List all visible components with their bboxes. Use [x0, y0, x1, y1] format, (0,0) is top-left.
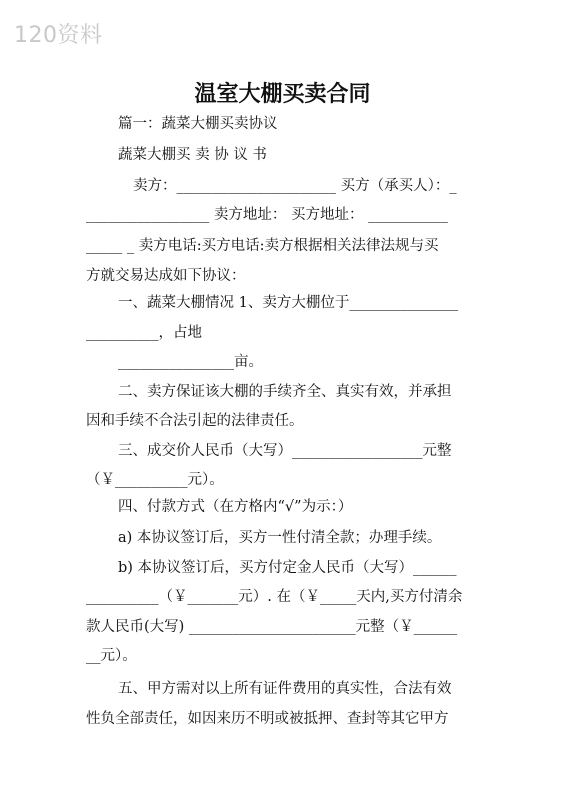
text-line: 篇一：蔬菜大棚买卖协议: [118, 116, 278, 132]
text-line: 四、付款方式（在方格内“√”为示：）: [118, 499, 353, 515]
text-line: 因和手续不合法引起的法律责任。: [86, 413, 304, 429]
text-line: 一、蔬菜大棚情况 1、卖方大棚位于_______________: [118, 295, 459, 311]
text-line: 性负全部责任，如因来历不明或被抵押、查封等其它甲方: [86, 711, 449, 727]
text-line: 款人民币(大写) _______________________元整（￥______: [86, 619, 458, 635]
text-line: b) 本协议签订后，买方付定金人民币（大写）______: [118, 560, 457, 576]
text-line: 三、成交价人民币（大写）__________________元整: [118, 443, 452, 459]
text-line: _____ _ 卖方电话:买方电话:卖方根据相关法律法规与买: [86, 238, 439, 254]
text-line: a) 本协议签订后，买方一性付清全款；办理手续。: [118, 530, 442, 546]
text-line: _________________ 卖方地址： 买方地址： ___________: [86, 207, 448, 223]
text-line: __________，占地: [86, 325, 202, 341]
text-line: __元）。: [86, 648, 137, 664]
text-line: ________________亩。: [118, 354, 263, 370]
text-line: 卖方：______________________ 买方（承买人）：_: [133, 178, 457, 194]
text-line: 蔬菜大棚买 卖 协 议 书: [118, 147, 267, 163]
text-line: 五、甲方需对以上所有证件费用的真实性，合法有效: [118, 681, 452, 697]
text-line: （￥__________元）。: [86, 472, 224, 488]
document-title: 温室大棚买卖合同: [194, 81, 371, 107]
text-line: 二、卖方保证该大棚的手续齐全、真实有效，并承担: [118, 384, 452, 400]
text-line: 方就交易达成如下协议：: [86, 268, 246, 284]
watermark: 120资料: [14, 23, 103, 48]
text-line: __________（￥_______元）. 在（￥_____天内,买方付清余: [86, 589, 463, 605]
